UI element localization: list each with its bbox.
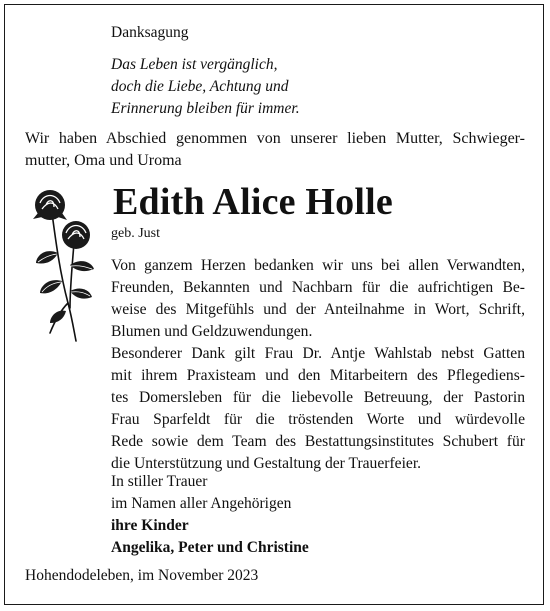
poem-line: doch die Liebe, Achtung und (111, 78, 289, 95)
notice-heading: Danksagung (111, 24, 189, 41)
poem-line: Erinnerung bleiben für immer. (111, 100, 300, 117)
thanks-line: die Unterstützung und Gestaltung der Trauerfeier. (111, 455, 422, 472)
place-date: Hohendodeleben, im November 2023 (25, 567, 259, 584)
closing-line: im Namen aller Angehörigen (111, 495, 292, 512)
intro-line: Wir haben Abschied genommen von unserer lieben Mutter, Schwieger- (25, 130, 525, 147)
closing-line: In stiller Trauer (111, 473, 208, 490)
signature-line: ihre Kinder (111, 517, 189, 534)
thanks-line: Frau Sparfeldt für die tröstenden Worte und würdevolle (111, 411, 525, 428)
thanks-line: tes Domersleben für die liebevolle Betreuung, der Pastorin (111, 389, 525, 406)
poem (111, 54, 300, 120)
intro-line: mutter, Oma und Uroma (25, 152, 182, 169)
thanks-line: Blumen und Geldzuwendungen. (111, 323, 313, 340)
deceased-name: Edith Alice Holle (113, 181, 393, 223)
signature-line: Angelika, Peter und Christine (111, 539, 309, 556)
closing-block (111, 471, 309, 559)
thanks-text (111, 255, 525, 475)
thanks-line: Rede sowie dem Team des Bestattungsinstitutes Schubert für (111, 433, 525, 450)
maiden-name: geb. Just (111, 226, 160, 241)
thanks-line: mit ihrem Praxisteam und den Mitarbeitern des Pflegediens- (111, 367, 525, 384)
intro-text (25, 128, 525, 172)
rose-icon (30, 183, 108, 343)
thanks-line: Besonderer Dank gilt Frau Dr. Antje Wahlstab nebst Gatten (111, 345, 525, 362)
thanks-line: Von ganzem Herzen bedanken wir uns bei allen Verwandten, (111, 257, 525, 274)
thanks-line: Freunden, Bekannten und Nachbarn für die aufrichtigen Be- (111, 279, 525, 296)
thanks-line: weise des Mitgefühls und der Anteilnahme in Wort, Schrift, (111, 301, 525, 318)
poem-line: Das Leben ist vergänglich, (111, 56, 278, 73)
